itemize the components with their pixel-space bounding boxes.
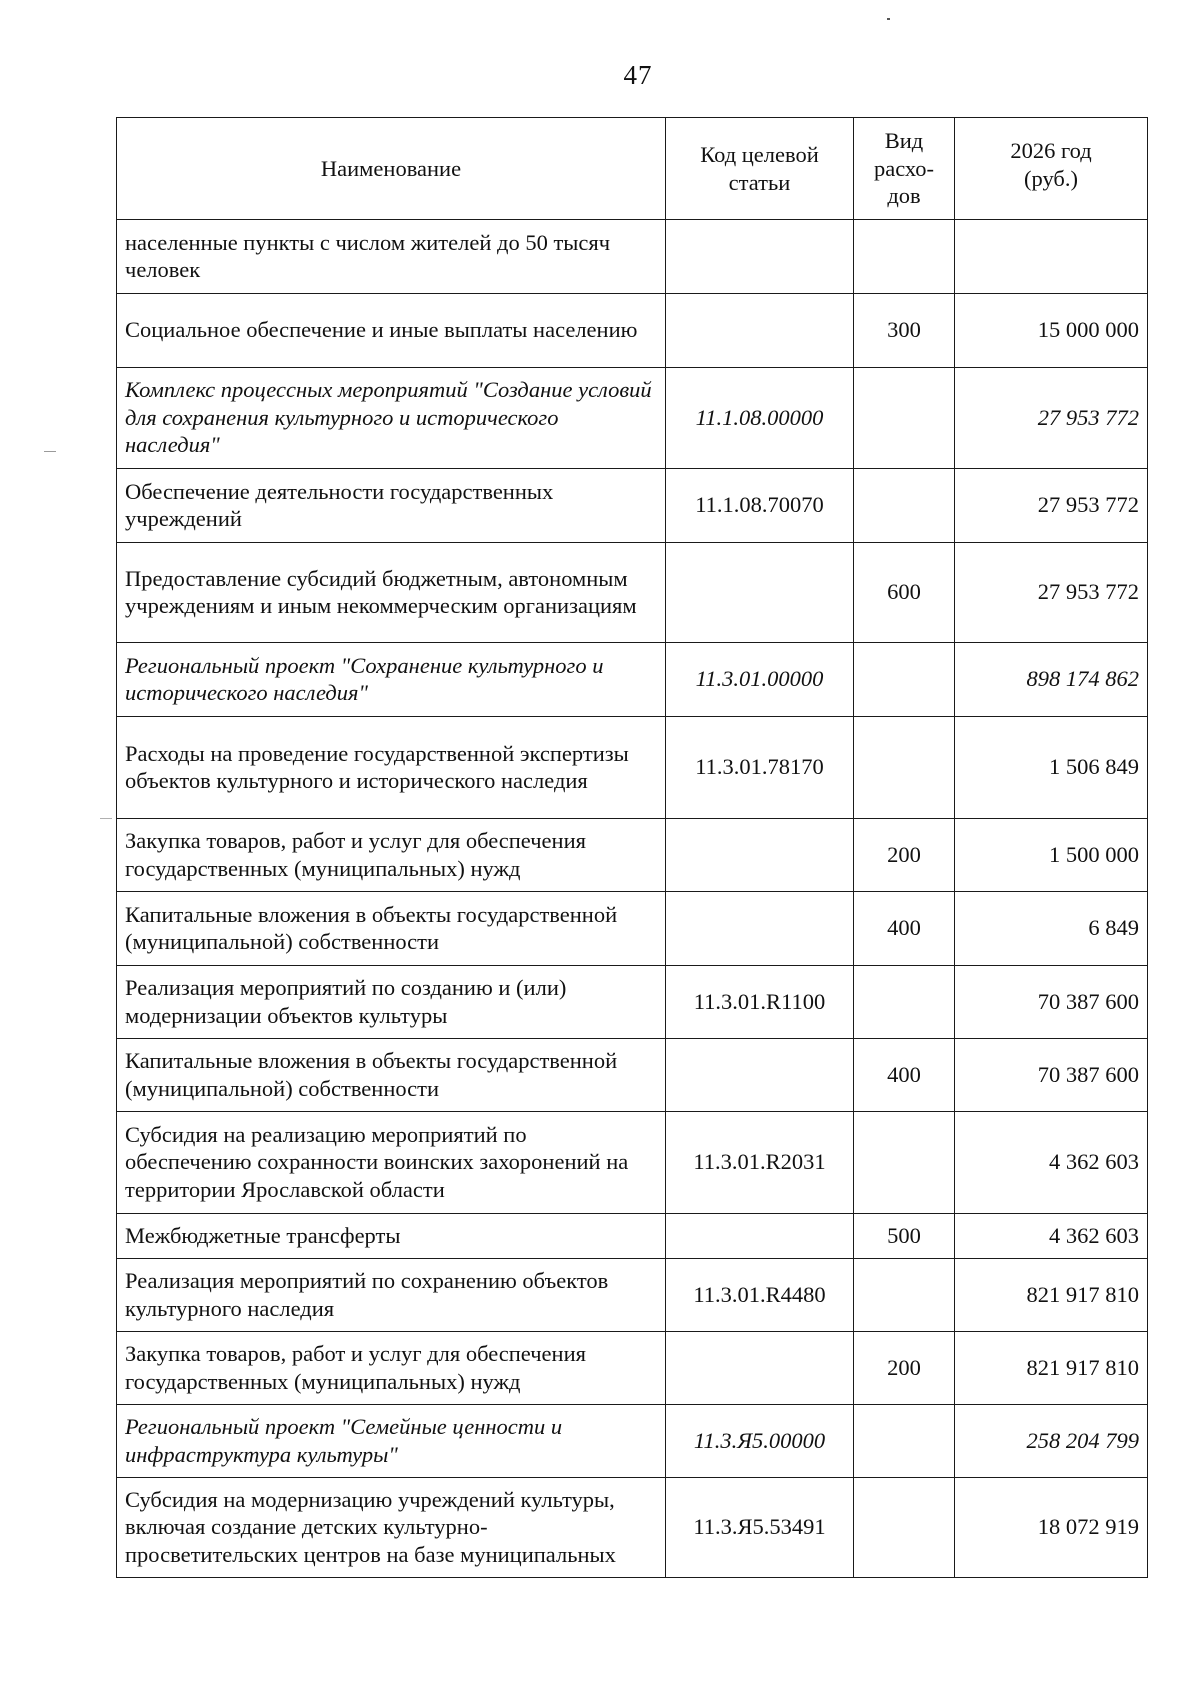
row-sum: 821 917 810 (955, 1259, 1148, 1332)
row-sum: 1 500 000 (955, 819, 1148, 892)
row-sum: 821 917 810 (955, 1332, 1148, 1405)
row-kind (854, 1478, 955, 1578)
table-row (117, 717, 1148, 819)
table-row (117, 469, 1148, 543)
table-row (117, 220, 1148, 294)
row-name: Региональный проект "Сохранение культурного и исторического наследия" (117, 643, 666, 717)
row-kind (854, 469, 955, 543)
row-kind (854, 1112, 955, 1214)
row-kind (854, 368, 955, 469)
row-kind (854, 1405, 955, 1478)
row-sum: 1 506 849 (955, 717, 1148, 819)
row-kind: 400 (854, 892, 955, 966)
row-code (666, 220, 854, 294)
row-name: Предоставление субсидий бюджетным, автономным учреждениям и иным некоммерческим организациям (117, 543, 666, 643)
table-row (117, 1332, 1148, 1405)
row-code: 11.3.01.R4480 (666, 1259, 854, 1332)
row-code (666, 1332, 854, 1405)
row-name: населенные пункты с числом жителей до 50 тысяч человек (117, 220, 666, 294)
row-code: 11.1.08.70070 (666, 469, 854, 543)
row-code (666, 1214, 854, 1259)
row-sum: 27 953 772 (955, 469, 1148, 543)
table-row (117, 543, 1148, 643)
row-name: Субсидия на модернизацию учреждений культуры, включая создание детских культурно-просветительских центров на базе муниципальных (117, 1478, 666, 1578)
row-kind: 500 (854, 1214, 955, 1259)
row-sum: 27 953 772 (955, 368, 1148, 469)
row-name: Закупка товаров, работ и услуг для обеспечения государственных (муниципальных) нужд (117, 819, 666, 892)
table-row (117, 1214, 1148, 1259)
row-kind: 300 (854, 294, 955, 368)
row-code: 11.3.Я5.00000 (666, 1405, 854, 1478)
row-kind: 200 (854, 1332, 955, 1405)
row-name: Социальное обеспечение и иные выплаты населению (117, 294, 666, 368)
row-kind (854, 1259, 955, 1332)
row-code: 11.3.01.78170 (666, 717, 854, 819)
row-code (666, 819, 854, 892)
row-name: Реализация мероприятий по сохранению объектов культурного наследия (117, 1259, 666, 1332)
budget-table (116, 117, 1148, 1578)
header-sum: 2026 год (руб.) (955, 118, 1148, 220)
table-row (117, 892, 1148, 966)
table-row-section (117, 1405, 1148, 1478)
margin-mark (44, 451, 56, 452)
scan-speck (887, 18, 890, 20)
row-code: 11.3.Я5.53491 (666, 1478, 854, 1578)
table-row (117, 1039, 1148, 1112)
table-row-section (117, 368, 1148, 469)
row-name: Межбюджетные трансферты (117, 1214, 666, 1259)
row-code (666, 892, 854, 966)
row-code: 11.3.01.00000 (666, 643, 854, 717)
row-sum: 258 204 799 (955, 1405, 1148, 1478)
page-number: 47 (623, 60, 653, 90)
header-kind: Вид расхо-дов (854, 118, 955, 220)
table-row (117, 294, 1148, 368)
row-sum: 6 849 (955, 892, 1148, 966)
margin-mark (100, 818, 112, 819)
row-kind (854, 643, 955, 717)
row-name: Комплекс процессных мероприятий "Создание условий для сохранения культурного и исторического наследия" (117, 368, 666, 469)
row-code: 11.3.01.R1100 (666, 966, 854, 1039)
table-row-section (117, 643, 1148, 717)
row-kind (854, 717, 955, 819)
row-name: Закупка товаров, работ и услуг для обеспечения государственных (муниципальных) нужд (117, 1332, 666, 1405)
row-code (666, 1039, 854, 1112)
row-kind: 400 (854, 1039, 955, 1112)
row-sum: 70 387 600 (955, 966, 1148, 1039)
row-code (666, 294, 854, 368)
row-sum (955, 220, 1148, 294)
table-row (117, 1112, 1148, 1214)
row-code: 11.3.01.R2031 (666, 1112, 854, 1214)
row-kind: 200 (854, 819, 955, 892)
row-name: Расходы на проведение государственной экспертизы объектов культурного и исторического наследия (117, 717, 666, 819)
row-name: Субсидия на реализацию мероприятий по обеспечению сохранности воинских захоронений на территории Ярославской области (117, 1112, 666, 1214)
header-code: Код целевой статьи (666, 118, 854, 220)
row-kind (854, 220, 955, 294)
row-name: Капитальные вложения в объекты государственной (муниципальной) собственности (117, 1039, 666, 1112)
row-name: Капитальные вложения в объекты государственной (муниципальной) собственности (117, 892, 666, 966)
row-code: 11.1.08.00000 (666, 368, 854, 469)
row-sum: 15 000 000 (955, 294, 1148, 368)
header-name: Наименование (117, 118, 666, 220)
row-kind (854, 966, 955, 1039)
table-row (117, 819, 1148, 892)
row-sum: 4 362 603 (955, 1214, 1148, 1259)
row-kind: 600 (854, 543, 955, 643)
table-row (117, 966, 1148, 1039)
row-sum: 18 072 919 (955, 1478, 1148, 1578)
row-code (666, 543, 854, 643)
row-sum: 898 174 862 (955, 643, 1148, 717)
table-row (117, 1259, 1148, 1332)
table-row (117, 1478, 1148, 1578)
row-sum: 70 387 600 (955, 1039, 1148, 1112)
table-header-row (117, 118, 1148, 220)
row-name: Региональный проект "Семейные ценности и инфраструктура культуры" (117, 1405, 666, 1478)
row-sum: 4 362 603 (955, 1112, 1148, 1214)
row-name: Реализация мероприятий по созданию и (или) модернизации объектов культуры (117, 966, 666, 1039)
row-name: Обеспечение деятельности государственных учреждений (117, 469, 666, 543)
row-sum: 27 953 772 (955, 543, 1148, 643)
